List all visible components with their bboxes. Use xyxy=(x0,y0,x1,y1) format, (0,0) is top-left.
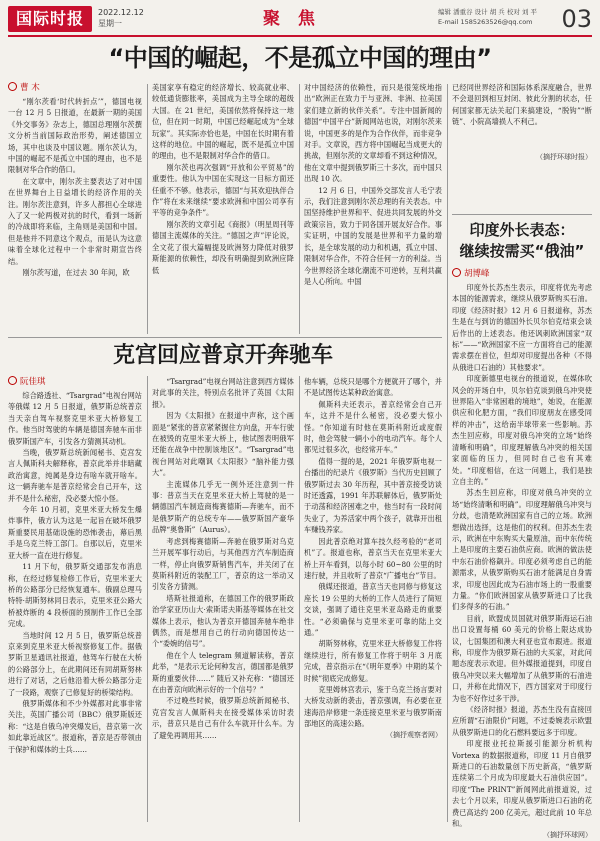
story2-author: 阮佳琪 xyxy=(20,377,46,387)
story2-paragraph: 11 月下旬，俄罗斯交通部发布消息称，在经过修复检修工作后，克里米亚大桥的公路部分已经恢复通车。俄副总理马特特·胡斯努林同日表示，克里米亚公路大桥被炸断的 4 段桥面的预制件工作已全部完成。 xyxy=(8,562,142,629)
story2-paragraph: 不过晚些时候，俄罗斯总统新闻秘书、克宫发言人佩斯科夫在接受媒体采访时表示，普京只是自己有什么车就开什么车。为了避免再调用其…… xyxy=(152,696,294,740)
column-divider xyxy=(447,84,448,822)
story3-author: 胡博峰 xyxy=(464,269,490,279)
story1-headline: “中国的崛起，不是孤立中国的理由” xyxy=(108,44,492,72)
issue-weekday: 星期一 xyxy=(98,19,122,28)
story2-column-2 xyxy=(152,376,294,822)
issue-info xyxy=(98,7,144,29)
masthead-rule xyxy=(8,35,592,37)
story2-paragraph: 值得一提的是，2021 年俄罗斯电视一台播出的纪录片《俄罗斯》当代历史回顾了俄罗斯过去 30 年历程，其中普京接受访谈时还透露，1991 年苏联解体后，俄罗斯处于动荡和经济困难之中，他当时有一段时间失业了，为养活家中两个孩子，就靠开出租车赚钱养家。 xyxy=(304,456,442,535)
story1-byline xyxy=(8,82,142,94)
story1-paragraph: 已经同世界经济和国际体系深度融合，世界不会退回到相互封闭、彼此分割的状态，任何国家都无法关起门来搞建设，“脱钩”“断链”、小院高墙损人不利己。 xyxy=(452,83,592,127)
story1-column-3 xyxy=(304,82,442,334)
column-divider xyxy=(147,376,148,822)
story3-byline xyxy=(452,268,592,280)
story3-paragraph: 印度新德里电视台的报道说，在媒体吹风会的开场白中，贝尔伯克谈到俄乌冲突使世界陷入“非常困难的境地”，她说，在能源供应和化肥方面，“我们印度朋友在感受同样的冲击”，这给南半球带来一些影响。苏杰生回应称，印度对俄乌冲突的立场“始终清晰和明确”，印度理解俄乌冲突的相关国家面临的压力，但同时自己也有其难处。“印度相信，在这一问题上，我们是独立自主的。” xyxy=(452,374,592,486)
story2-paragraph: 佩斯科夫还表示，普京经常会自己开车，这并不是什么秘密，没必要大惊小怪。“你知道有时他在莫斯科附近或度假时，他会驾驶一辆小小的电动汽车。每个人都见过很多次，也经常开车。” xyxy=(304,399,442,455)
story1-paragraph: 12 月 6 日，中国外交部发言人毛宁表示，我们注意到刚尔茨总理的有关表态。中国坚持维护世界和平、促进共同发展的外交政策宗旨，致力于同各国开展友好合作。事实证明，中国的发展是世界和平力量的增长，是全球发展的动力和机遇，孤立中国、限制对华合作，不符合任何一方的利益。当今世界经济全球化潮流不可逆转，互利共赢是人心所向。中国 xyxy=(304,185,442,286)
story2-paragraph: 考虑到梅赛德斯—奔驰在俄罗斯对乌克兰开展军事行动后，与其他西方汽车制造商一样，停止向俄罗斯销售汽车，并关闭了在莫斯科附近的装配工厂，普京的这一举动又引发各方猜测。 xyxy=(152,536,294,592)
story3-headline-line: 印度外长表态： 继续按需买“俄油” xyxy=(459,221,585,260)
column-divider xyxy=(299,84,300,334)
story2-paragraph: 塔斯社报道称，在德国工作的俄罗斯政治学家亚历山大·索斯诺夫斯基等媒体在社交媒体上表示，他认为普京开德国奔驰车绝非偶然，而是想用自己的行动向德国传达一个“委婉的信号”。 xyxy=(152,593,294,649)
story2-byline xyxy=(8,376,142,388)
story1-column-4 xyxy=(452,82,592,210)
story2-paragraph: 克里姆林宫表示，鉴于乌克兰扬言要对大桥发动新的袭击，普京强调，有必要在亚速海沿岸修建一条连接克里米亚与俄罗斯南部地区的高速公路。 xyxy=(304,684,442,729)
column-divider xyxy=(299,376,300,822)
story1-author: 曹 木 xyxy=(20,83,40,93)
story1-paragraph: 在文章中，刚尔茨主要表达了对中国在世界舞台上日益增长的经济作用的关注。刚尔茨注意到，许多人都担心全球进入了又一轮两极对抗的时代，看到一场新的冷战即将来临，主角则是美国和中国。但是他并不同意这个观点，而是认为这意味着全球化过程中一个非常时期宣告终结。 xyxy=(8,176,142,266)
editor-email: E-mail 1585263526@qq.com xyxy=(438,18,533,26)
story3-source: （摘抒环球网） xyxy=(543,830,592,839)
story-divider xyxy=(8,337,442,338)
byline-marker-icon xyxy=(452,268,461,277)
story2-paragraph: 今年 10 月初，克里米亚大桥发生爆炸事件，俄方认为这是一起旨在破坏俄罗斯重要民用基础设施的恐怖袭击，幕后黑手是乌克兰特工部门。自那以后，克里米亚大桥一直在进行修复。 xyxy=(8,505,142,560)
story2-paragraph: 因此普京绝对算车技久经考验的“老司机”了。报道也称，普京当天在克里米亚大桥上开车看到，以每小时 60~80 公里的时速行驶，并且收听了普京“广播电台”节目。 xyxy=(304,536,442,580)
story2-paragraph: 俄罗斯媒体和不少外媒都对此事非常关注，英国广播公司（BBC）俄罗斯版还称：“这是自俄乌冲突爆发后，普京第一次如此靠近战区”。报道称，普京是否带领由于保护和媒体的士兵…… xyxy=(8,698,142,754)
column-divider xyxy=(147,84,148,334)
story2-headline: 克宫回应普京开奔驰车 xyxy=(112,343,333,368)
story1-column-2 xyxy=(152,82,294,334)
story2-column-1 xyxy=(8,376,142,822)
story2-paragraph: 俄媒还报道，普京当天也同修与修复这座长 19 公里的大桥的工作人员进行了简短交谈，强调了通往克里米亚岛路走的重要性。“必须确保与克里米亚可靠的陆上交通。” xyxy=(304,582,442,637)
editor-names: 编辑 潘重谷 设计 胡 兵 校对 刘 平 xyxy=(438,8,537,16)
story1-column-1 xyxy=(8,82,142,334)
story3-paragraph: 印度报业托拉斯援引能源分析机构 Vortexa 的数据报道称，印度 11 月自俄罗斯进口的石油数量创下历史新高，“俄罗斯连续第二个月成为印度最大石油供应国”。印度“The PRINT”新闻网此前报道说，过去七个月以来，印度从俄罗斯进口石油的花费已高达约 200 亿美元，超过此前 10 年总和。 xyxy=(452,739,592,829)
byline-marker-icon xyxy=(8,376,17,385)
newspaper-logo: 国际时报 xyxy=(8,6,92,32)
story3-headline xyxy=(452,220,592,262)
story-divider xyxy=(452,214,592,215)
masthead xyxy=(8,6,592,36)
story3-paragraph: 印度外长苏杰生表示，印度将优先考虑本国的能源需求，继续从俄罗斯购买石油。印度《经济时报》12 月 6 日报道称，苏杰生是在与到访的德国外长贝尔伯克结束会谈后作出的上述表态。他还讽刺欧洲国家“双标”——“欧洲国家不应一方面将自己的能源需求摆在首位，但却对印度提出各种（不得从俄进口石油的）其他要求”。 xyxy=(452,283,592,372)
story1-paragraph: 刚尔茨的文章引起《商报》（明星周刊等德国主流媒体的关注。“德国之声”评论说，全文花了很大篇幅提及欧洲努力降低对俄罗斯能源的依赖性，却没有明确提到欧洲应降低 xyxy=(152,219,294,275)
byline-marker-icon xyxy=(8,82,17,91)
story2-paragraph: 综合路透社、“Tsargrad”电视台网站等俄媒 12 月 5 日报道，俄罗斯总统普京当天亲自驾车视察克里米亚大桥修复工作。他当时驾驶的车辆是德国奔驰车而非俄罗斯国产车，引发各方猜测其动机。 xyxy=(8,391,142,446)
story1-source: （摘抒环球时报） xyxy=(536,152,592,161)
story2-source: （摘抒观察者网） xyxy=(386,730,442,739)
story2-paragraph: 因为《太阳报》在报道中声称，这个画面是“紧张的普京紧紧握住方向盘，开车行驶在被毁的克里米亚大桥上，他试图表明俄军还能在战争中控制该地区”。“Tsargrad”电视台网站对此嘲讽《太阳报》“脑补能力强大”。 xyxy=(152,411,294,478)
story3-paragraph: 《经济时报》报道，苏杰生没有直接回应所谓“石油限价”问题，不过委婉表示欧盟从俄罗斯进口的化石燃料要远多于印度。 xyxy=(452,705,592,737)
story3-paragraph: 苏杰生回应称，印度对俄乌冲突的立场“始终清晰和明确”。印度理解俄乌冲突与分歧，也清楚欧洲国家有自己的立场。欧洲想做出选择，这是他们的权利。但苏杰生表示，欧洲在中东购买大量原油，而中东传统上是印度的主要石油供应商。欧洲的做法使中东石油价格飙升。印度必须考虑自己的能源需求，从俄罗斯购买石油才能满足自身需求，印度也因此成为石油市场上的一股重要力量。“你们欧洲国家从俄罗斯进口了比我们多得多的石油。” xyxy=(452,488,592,612)
story2-paragraph: 他在个人 telegram 频道解读称，普京此举，“是表示无论何种发言，德国都是俄罗斯的重要伙伴……” 随后又补充称：“德国还在由普京向欧洲示好的一个信号？” xyxy=(152,650,294,694)
story1-paragraph: 美国家享有稳定的经济增长、较高就业率、较低通货膨胀率，美国成为主导全球的超级大国。在 21 世纪，美国依然将保持这一地位，但在同一时期，中国已经崛起成为“全球玩家”。其实际亦恰也是，中国在长时期有着这样的地位。中国的崛起，既不是孤立中国的理由，也不是限制对华合作的借口。 xyxy=(152,83,294,161)
story2-column-3 xyxy=(304,376,442,822)
story2-paragraph: 当地时间 12 月 5 日，俄罗斯总统普京来到克里米亚大桥视察修复工作。据俄罗斯卫星通讯社报道，他驾车行驶在大桥的公路部分上，在此期间还有同胡斯努林进行了对话，之后他沿着大桥公路部分走了一段路，观察了已修复好的桥梁结构。 xyxy=(8,630,142,697)
story1-paragraph: “刚尔茨看‘时代转折点’”，德国电视一台 12 月 5 日报道，在最新一期的美国《外交事务》杂志上，德国总理刚尔茨撰文分析当前国际政治形势，阐述德国立场，其中也谈及中国议题。刚尔茨认为，中国的崛起不是孤立中国的理由，也不是限制对华合作的借口。 xyxy=(8,97,142,175)
story2-paragraph: 主流媒体几乎无一例外还注意到一件事：普京当天在克里米亚大桥上驾驶的是一辆德国汽车制造商梅赛德斯—奔驰车，而不是俄罗斯产的总统专车——俄罗斯国产豪华品牌“奥鲁斯”（Aurus）。 xyxy=(152,479,294,535)
section-title: 聚 焦 xyxy=(263,9,321,29)
story1-paragraph: 刚尔茨也再次强调“开放和公平贸易”的重要性。他认为中国在实现这一目标方面还任重不不够。他表示，德国“与其欢迎执伴合作”将在未来继续“要求欧洲和中国公司享有平等的竞争条件”。 xyxy=(152,162,294,218)
story2-paragraph: 他车辆，总统只是哪个方便就开了哪个，并不是试图传达某种政治寓意。 xyxy=(304,377,442,398)
story2-paragraph: 胡斯努林称，克里米亚大桥修复工作将继续进行，所有修复工作将于明年 3 月底完成，普京指示在“《明年夏季》中期的某个时候”彻底完成修复。 xyxy=(304,639,442,683)
story2-paragraph: “Tsargrad”电视台网站注意到西方媒体对此事的关注，特别点名批评了英国《太阳报》。 xyxy=(152,377,294,409)
story2-paragraph: 当晚，俄罗斯总统新闻秘书、克宫发言人佩斯科夫解释称，普京此举并非暗藏政治寓意，纯属是身边有啥车就开啥车。这一辆奔驰车是普京经常会自己开车，这并不是什么秘密，没必要大惊小怪。 xyxy=(8,448,142,503)
story1-paragraph: 刚尔茨写道，在过去 30 年间，欧 xyxy=(22,268,130,278)
story3-paragraph: 目前，欧盟成员国就对俄罗斯海运石油出口设置每桶 60 美元的价格上限达成协议，七国集团和澳大利亚也宣布跟进。报道称，印度作为俄罗斯石油的大买家，对此问题态度表示欢迎。但外媒报道提到，印度自俄乌冲突以来大幅增加了从俄罗斯的石油进口，并称在此情况下，西方国家对于印度行为也不好作过多干涉。 xyxy=(452,613,592,703)
issue-date: 2022.12.12 xyxy=(98,8,144,17)
editor-credits xyxy=(438,7,558,27)
page-number: 03 xyxy=(561,5,592,33)
story3-column xyxy=(452,268,592,839)
story1-paragraph: 对中国经济的依赖性，而只是很笼统地指出“欧洲正在致力于与亚洲、非洲、拉美国家们建立新的伙伴关系”。专注中国新闻的德国“中国平台”新闻网站也说，对刚尔茨来说，中国更多的是作为合作伙伴，而非竞争对手。文章说，西方将中国崛起当成更大的挑战，但刚尔茨的文章却看不到这种情况，他在文章中提到俄罗斯三十多次，而中国只出现 10 次。 xyxy=(304,83,442,184)
